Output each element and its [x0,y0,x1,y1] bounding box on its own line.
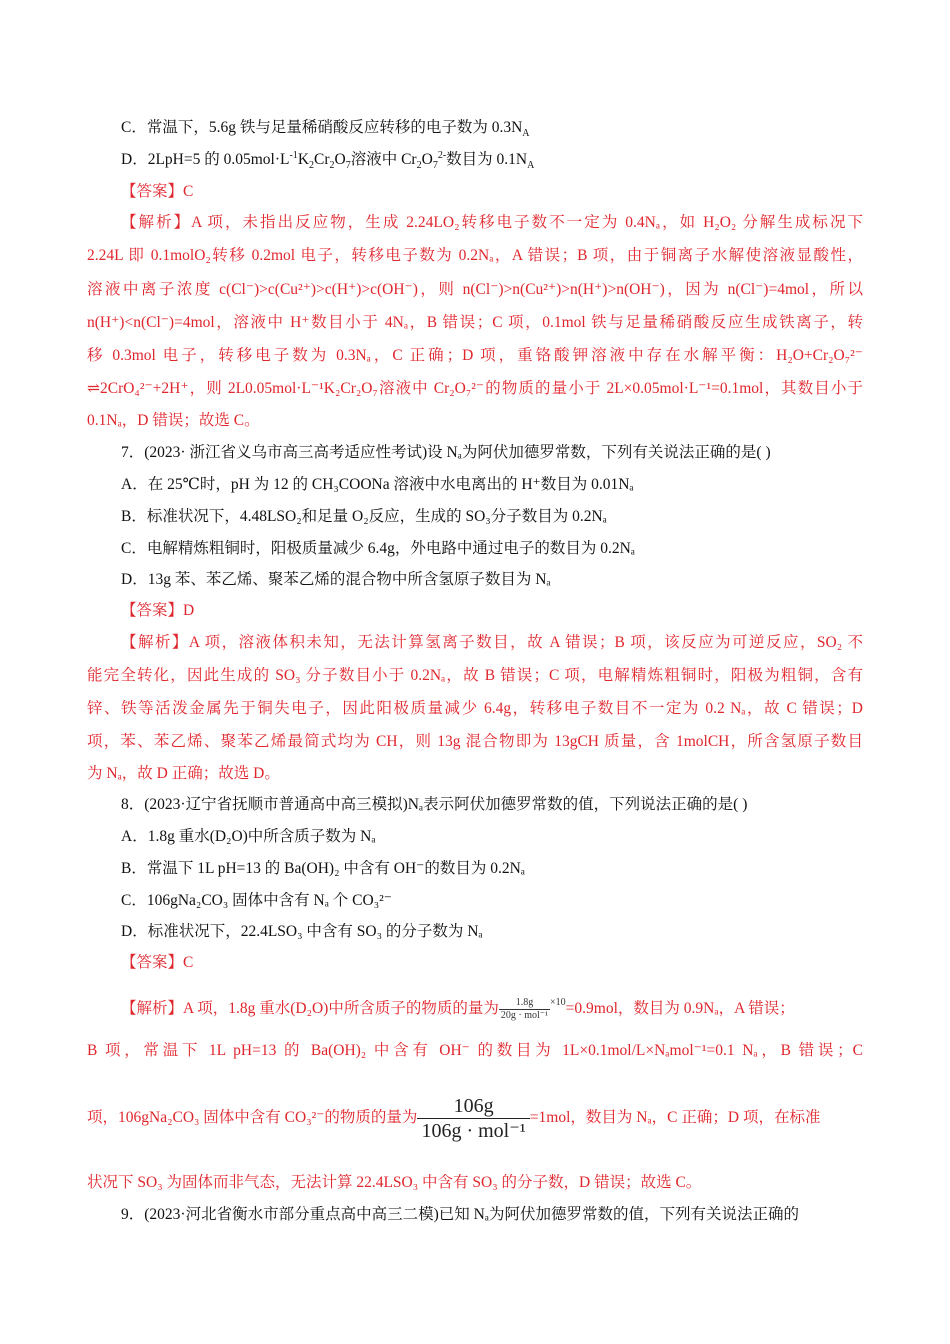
q6-option-d-sub: 7 [345,160,351,172]
q8-answer [121,953,193,973]
analysis-text: A 项，1.8g 重水(D₂O)中所含质子的物质的量为 [183,1000,499,1017]
q6-option-d-sup: 2- [437,149,447,161]
q6-answer [121,182,193,202]
q8-stem: 8．(2023·辽宁省抚顺市普通高中高三模拟)Nₐ表示阿伏加德罗常数的值，下列说法正确的是( ) [121,796,748,813]
answer-value: C [183,183,194,200]
fraction-na2co3-moles [417,1094,529,1143]
fraction-numerator: 106g [417,1094,529,1119]
answer-tag: 【答案】 [121,954,184,971]
fraction-mass-over-molar-mass [499,997,550,1022]
q8-analysis-line-3 [87,1086,820,1150]
q7-option-d: D．13g 苯、苯乙烯、聚苯乙烯的混合物中所含氢原子数目为 Nₐ [121,571,551,588]
q6-option-d-sup: -1 [289,149,298,161]
q6-analysis-line-3: 溶液中离子浓度 c(Cl⁻)>c(Cu²⁺)>c(H⁺)>c(OH⁻)，则 n(Cl⁻)>n(Cu²⁺)>n(H⁺)>n(OH⁻)，因为 n(Cl⁻)=4mol，所以 [87,281,863,298]
q7-analysis-line-1 [121,633,863,653]
q8-option-d: D．标准状况下，22.4LSO₃ 中含有 SO₃ 的分子数为 Nₐ [121,923,483,940]
fraction-denominator: 106g · mol⁻¹ [421,1119,526,1142]
q6-option-d-part: D．2LpH=5 的 0.05mol·L [121,151,290,168]
q6-option-d-sub: 2 [309,160,315,172]
analysis-text: A 项，溶液体积未知，无法计算氢离子数目，故 A 错误；B 项，该反应为可逆反应，SO₂ 不 [188,634,863,651]
q7-answer [121,601,194,621]
q9-stem: 9．(2023·河北省衡水市部分重点高中高三二模)已知 Nₐ为阿伏加德罗常数的值，下列有关说法正确的 [121,1206,800,1223]
q7-analysis-line-3: 锌、铁等活泼金属先于铜失电子，因此阳极质量减少 6.4g，转移电子数目不一定为 0.2 Nₐ，故 C 错误；D [87,700,863,717]
analysis-tag: 【解析】 [121,634,189,651]
q7-analysis-line-5: 为 Nₐ，故 D 正确；故选 D。 [87,765,280,782]
q8-option-c: C．106gNa₂CO₃ 固体中含有 Nₐ 个 CO₃²⁻ [121,892,392,909]
q7-option-b: B．标准状况下，4.48LSO₂和足量 O₂反应，生成的 SO₃分子数目为 0.2Nₐ [121,508,607,525]
q6-analysis-line-1 [121,213,863,233]
q7-option-c: C．电解精炼粗铜时，阳极质量减少 6.4g，外电路中通过电子的数目为 0.2Nₐ [121,540,636,557]
q6-option-c-text: C．常温下，5.6g 铁与足量稀硝酸反应转移的电子数为 0.3N [121,119,523,136]
answer-tag: 【答案】 [121,602,184,619]
answer-value: D [183,602,195,619]
q6-option-d-part: 数目为 0.1N [446,151,528,168]
q8-option-b: B．常温下 1L pH=13 的 Ba(OH)₂ 中含有 OH⁻的数目为 0.2Nₐ [121,860,525,877]
q6-analysis-line-4: n(H⁺)<n(Cl⁻)=4mol，溶液中 H⁺数目小于 4Nₐ，B 错误；C 项，0.1mol 铁与足量稀硝酸反应生成铁离子，转 [87,314,863,331]
analysis-text: 项，106gNa₂CO₃ 固体中含有 CO₃²⁻的物质的量为 [87,1109,418,1126]
q6-option-d-sub: 2 [416,160,422,172]
answer-tag: 【答案】 [121,183,184,200]
q7-analysis-line-4: 项，苯、苯乙烯、聚苯乙烯最简式均为 CH，则 13g 混合物即为 13gCH 质量，含 1molCH，所含氢原子数目 [87,733,863,750]
q6-analysis-line-7: 0.1Nₐ，D 错误；故选 C。 [87,412,260,429]
q7-analysis-line-2: 能完全转化，因此生成的 SO₃ 分子数目小于 0.2Nₐ，故 B 错误；C 项，电解精炼粗铜时，阳极为粗铜，含有 [87,667,863,684]
analysis-text: =0.9mol，数目为 0.9Nₐ，A 错误； [565,1000,795,1017]
q6-option-d [121,150,534,170]
analysis-tag: 【解析】 [121,214,192,231]
fraction-denominator: 20g · mol⁻¹ [500,1009,549,1021]
q6-option-d-sub: A [527,160,535,172]
analysis-tag: 【解析】 [121,1000,184,1017]
q6-option-c [121,118,530,138]
q6-option-d-sub: 7 [432,160,438,172]
q6-option-d-sub: 2 [329,160,335,172]
q7-option-a: A．在 25℃时，pH 为 12 的 CH₃COONa 溶液中水电离出的 H⁺数目为 0.01Nₐ [121,476,634,493]
q6-option-d-part: Cr [314,151,330,168]
q6-option-c-sub: A [522,128,530,140]
q6-analysis-line-5: 移 0.3mol 电子，转移电子数为 0.3Nₐ，C 正确；D 项，重铬酸钾溶液中存在水解平衡：H₂O+Cr₂O₇²⁻ [87,347,863,364]
q8-analysis-line-2: B 项，常温下 1L pH=13 的 Ba(OH)₂ 中含有 OH⁻ 的数目为 1L×0.1mol/L×Nₐmol⁻¹=0.1 Nₐ，B 错误；C [87,1042,863,1059]
q6-analysis-line-2: 2.24L 即 0.1molO₂转移 0.2mol 电子，转移电子数为 0.2Nₐ，A 错误；B 项，由于铜离子水解使溶液显酸性， [87,247,863,264]
q6-option-d-part: 溶液中 Cr [350,151,417,168]
q6-option-d-part: O [421,151,433,168]
answer-value: C [183,954,194,971]
q8-analysis-line-4: 状况下 SO₃ 为固体而非气态，无法计算 22.4LSO₃ 中含有 SO₃ 的分子数，D 错误；故选 C。 [87,1174,702,1191]
analysis-text: =1mol，数目为 Nₐ，C 正确；D 项，在标准 [529,1109,821,1126]
analysis-text: A 项，未指出反应物，生成 2.24LO₂转移电子数不一定为 0.4Nₐ，如 H₂O₂ 分解生成标况下 [191,214,863,231]
q6-option-d-part: K [297,151,310,168]
q8-option-a: A．1.8g 重水(D₂O)中所含质子数为 Nₐ [121,828,376,845]
fraction-multiplier: ×10 [550,997,566,1008]
q7-stem: 7．(2023· 浙江省义乌市高三高考适应性考试)设 Nₐ为阿伏加德罗常数，下列有关说法正确的是( ) [121,444,771,461]
q6-option-d-part: O [334,151,346,168]
q8-analysis-line-1 [121,983,795,1029]
fraction-numerator: 1.8g [499,997,550,1010]
q6-analysis-line-6: ⇌2CrO₄²⁻+2H⁺，则 2L0.05mol·L⁻¹K₂Cr₂O₇溶液中 Cr₂O₇²⁻的物质的量小于 2L×0.05mol·L⁻¹=0.1mol，其数目小于 [87,380,863,397]
